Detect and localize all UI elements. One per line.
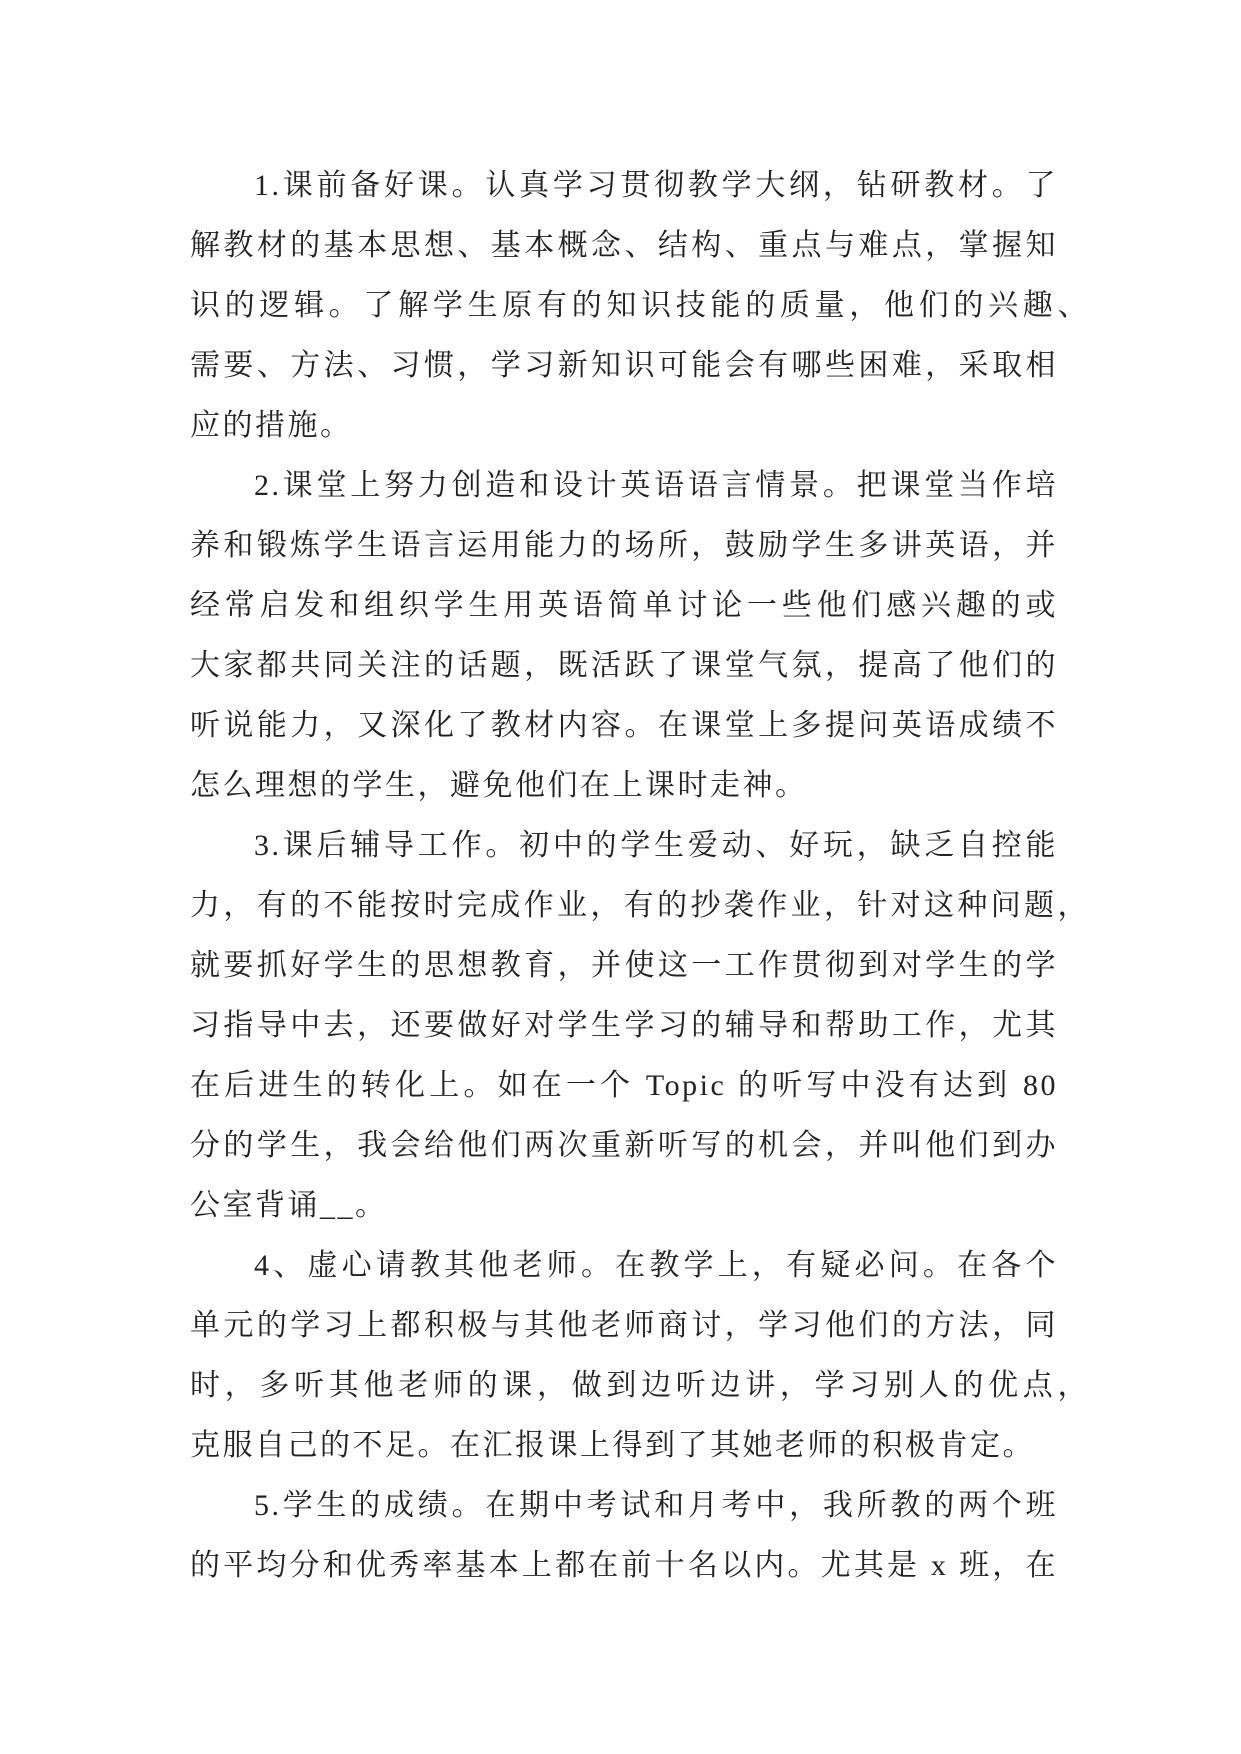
paragraph-line: 的平均分和优秀率基本上都在前十名以内。尤其是 x 班，在 [190,1549,1058,1582]
paragraph-line: 克服自己的不足。在汇报课上得到了其她老师的积极肯定。 [190,1429,1035,1462]
paragraph-line: 5.学生的成绩。在期中考试和月考中，我所教的两个班 [254,1489,1058,1522]
paragraph-1 [190,156,1090,456]
paragraph-line: 识的逻辑。了解学生原有的知识技能的质量，他们的兴趣、 [190,289,1090,322]
paragraph-line: 就要抓好学生的思想教育，并使这一工作贯彻到对学生的学 [190,949,1058,982]
paragraph-line: 大家都共同关注的话题，既活跃了课堂气氛，提高了他们的 [190,649,1058,682]
paragraph-line: 习指导中去，还要做好对学生学习的辅导和帮助工作，尤其 [190,1009,1058,1042]
paragraph-line: 怎么理想的学生，避免他们在上课时走神。 [190,769,808,802]
paragraph-3 [190,816,1090,1236]
paragraph-line: 养和锻炼学生语言运用能力的场所，鼓励学生多讲英语，并 [190,529,1058,562]
paragraph-line: 4、虚心请教其他老师。在教学上，有疑必问。在各个 [254,1249,1058,1282]
paragraph-line: 解教材的基本思想、基本概念、结构、重点与难点，掌握知 [190,229,1058,262]
paragraph-line: 在后进生的转化上。如在一个 Topic 的听写中没有达到 80 [190,1069,1058,1102]
paragraph-line: 应的措施。 [190,409,353,442]
paragraph-line: 经常启发和组织学生用英语简单讨论一些他们感兴趣的或 [190,589,1058,622]
paragraph-line: 时，多听其他老师的课，做到边听边讲，学习别人的优点， [190,1369,1090,1402]
paragraph-line: 力，有的不能按时完成作业，有的抄袭作业，针对这种问题， [190,889,1090,922]
paragraph-line: 2.课堂上努力创造和设计英语语言情景。把课堂当作培 [254,469,1058,502]
paragraph-5 [190,1476,1090,1596]
paragraph-line: 单元的学习上都积极与其他老师商讨，学习他们的方法，同 [190,1309,1058,1342]
paragraph-line: 分的学生，我会给他们两次重新听写的机会，并叫他们到办 [190,1129,1058,1162]
paragraph-line: 1.课前备好课。认真学习贯彻教学大纲，钻研教材。了 [254,169,1058,202]
paragraph-line: 公室背诵__。 [190,1189,388,1222]
paragraph-line: 需要、方法、习惯，学习新知识可能会有哪些困难，采取相 [190,349,1058,382]
paragraph-line: 3.课后辅导工作。初中的学生爱动、好玩，缺乏自控能 [254,829,1058,862]
paragraph-2 [190,456,1090,816]
paragraph-line: 听说能力，又深化了教材内容。在课堂上多提问英语成绩不 [190,709,1058,742]
paragraph-4 [190,1236,1090,1476]
document-page-body [190,156,1090,1596]
